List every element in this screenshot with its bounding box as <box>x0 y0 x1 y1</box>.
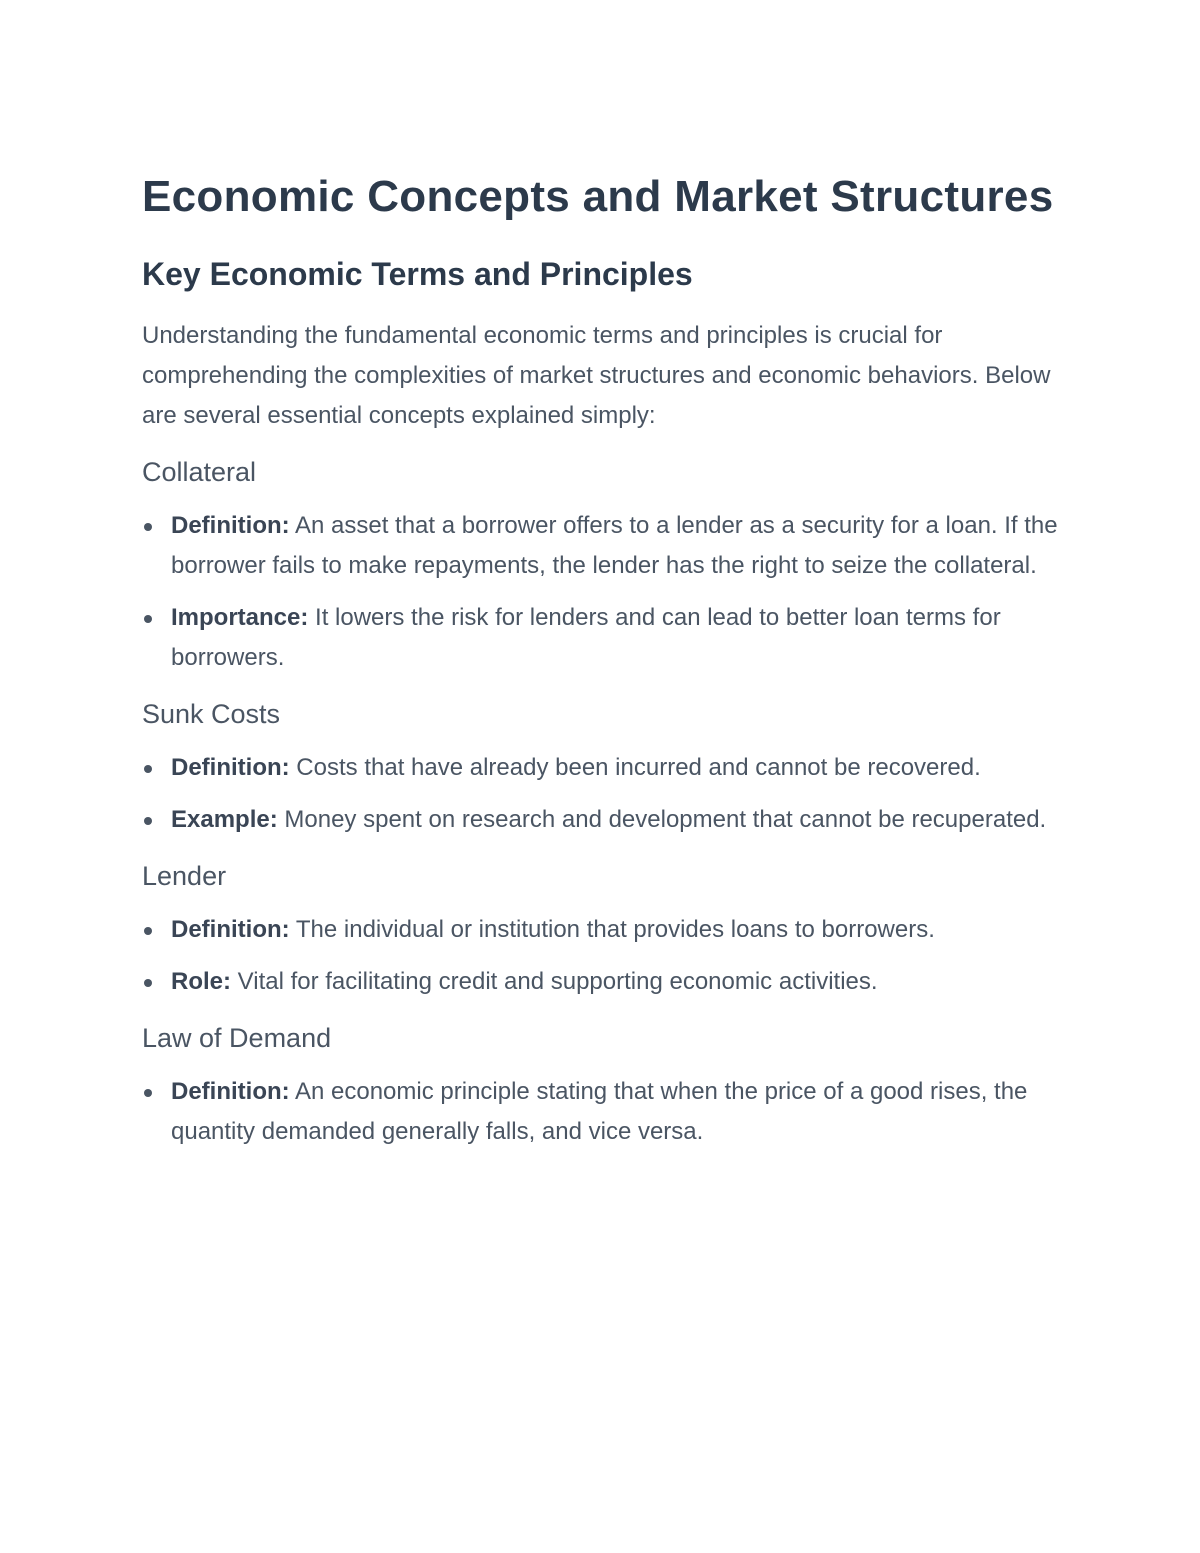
item-text: Costs that have already been incurred and cannot be recovered. <box>289 754 981 781</box>
term-bullet-list <box>142 910 1062 1002</box>
list-item <box>142 1072 1062 1152</box>
term-bullet-list <box>142 748 1062 840</box>
item-label: Role: <box>171 968 231 995</box>
page-title: Economic Concepts and Market Structures <box>142 172 1054 221</box>
item-label: Importance: <box>171 604 309 631</box>
list-item <box>142 910 1062 950</box>
item-text: Vital for facilitating credit and supporting economic activities. <box>231 968 878 995</box>
item-label: Definition: <box>171 916 290 943</box>
item-text: Money spent on research and development that cannot be recuperated. <box>277 806 1047 833</box>
list-item <box>142 962 1062 1002</box>
item-label: Example: <box>171 806 278 833</box>
list-item <box>142 598 1062 678</box>
term-bullet-list <box>142 506 1062 678</box>
list-item <box>142 748 1062 788</box>
term-bullet-list <box>142 1072 1062 1152</box>
bullet-icon <box>144 523 152 531</box>
list-item <box>142 800 1062 840</box>
item-text: An asset that a borrower offers to a lender as a security for a loan. If the borrower fails to make repayments, the lender has the right to seize the collateral. <box>171 512 1058 579</box>
document-page <box>142 166 1062 1164</box>
term-heading: Law of Demand <box>142 1023 332 1053</box>
item-label: Definition: <box>171 754 290 781</box>
bullet-icon <box>144 927 152 935</box>
bullet-icon <box>144 615 152 623</box>
term-heading: Lender <box>142 861 227 891</box>
bullet-icon <box>144 979 152 987</box>
bullet-icon <box>144 817 152 825</box>
term-heading: Sunk Costs <box>142 699 281 729</box>
bullet-icon <box>144 1089 152 1097</box>
item-text: The individual or institution that provides loans to borrowers. <box>289 916 935 943</box>
item-label: Definition: <box>171 1078 290 1105</box>
term-heading: Collateral <box>142 457 257 487</box>
section-heading: Key Economic Terms and Principles <box>142 256 693 292</box>
terms-list <box>142 450 1062 1152</box>
item-text: An economic principle stating that when the price of a good rises, the quantity demanded generally falls, and vice versa. <box>171 1078 1028 1145</box>
list-item <box>142 506 1062 586</box>
item-text: It lowers the risk for lenders and can lead to better loan terms for borrowers. <box>171 604 1001 671</box>
item-label: Definition: <box>171 512 290 539</box>
bullet-icon <box>144 765 152 773</box>
intro-paragraph: Understanding the fundamental economic terms and principles is crucial for comprehending the complexities of market structures and economic behaviors. Below are several essential concepts explained simply: <box>142 322 1051 429</box>
